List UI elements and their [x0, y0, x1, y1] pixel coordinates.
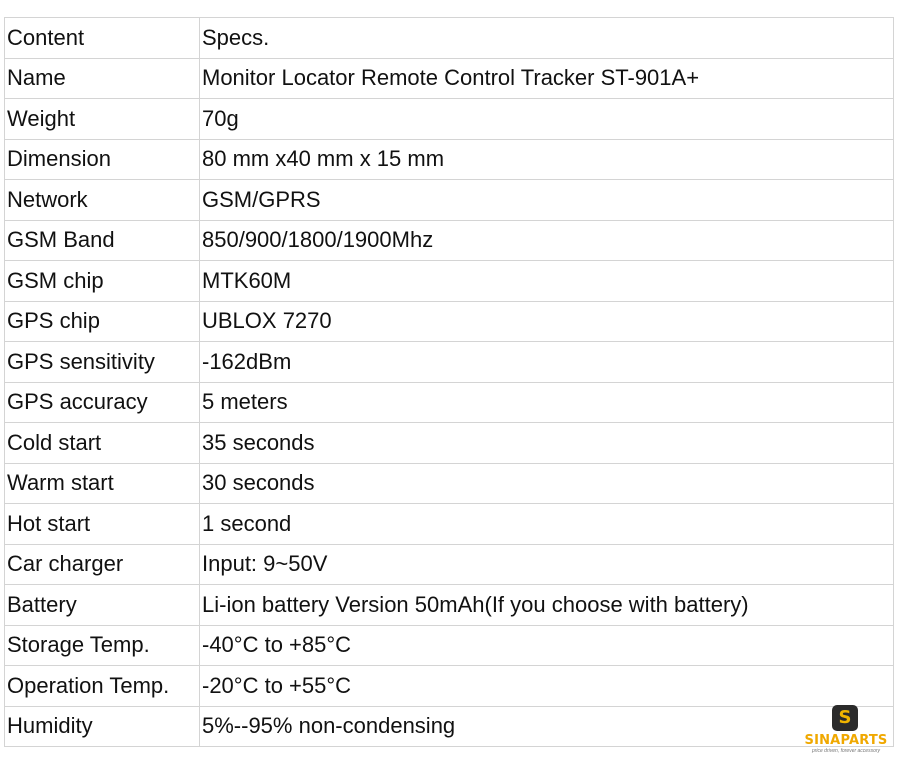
spec-value: UBLOX 7270 — [200, 301, 894, 342]
spec-key: GSM chip — [5, 261, 200, 302]
table-row — [5, 58, 894, 99]
table-row — [5, 544, 894, 585]
spec-value: 35 seconds — [200, 423, 894, 464]
spec-key: GPS sensitivity — [5, 342, 200, 383]
table-row — [5, 342, 894, 383]
table-row — [5, 220, 894, 261]
spec-value: 70g — [200, 99, 894, 140]
spec-key: GSM Band — [5, 220, 200, 261]
spec-key: Name — [5, 58, 200, 99]
table-row — [5, 625, 894, 666]
table-row — [5, 666, 894, 707]
spec-value: 80 mm x40 mm x 15 mm — [200, 139, 894, 180]
table-row — [5, 261, 894, 302]
spec-key: Weight — [5, 99, 200, 140]
spec-key: GPS chip — [5, 301, 200, 342]
spec-value: -162dBm — [200, 342, 894, 383]
spec-key: Cold start — [5, 423, 200, 464]
spec-value: 1 second — [200, 504, 894, 545]
table-row — [5, 382, 894, 423]
logo-name: SINAPARTS — [804, 733, 888, 748]
spec-key: Humidity — [5, 706, 200, 747]
spec-value: -20°C to +55°C — [200, 666, 894, 707]
table-row — [5, 301, 894, 342]
spec-key: Warm start — [5, 463, 200, 504]
spec-value: 5%--95% non-condensing — [200, 706, 894, 747]
brand-logo — [800, 702, 892, 754]
spec-key: Storage Temp. — [5, 625, 200, 666]
logo-badge-icon — [832, 705, 858, 731]
spec-value: 5 meters — [200, 382, 894, 423]
spec-value: Li-ion battery Version 50mAh(If you choose with battery) — [200, 585, 894, 626]
spec-value: MTK60M — [200, 261, 894, 302]
spec-key: GPS accuracy — [5, 382, 200, 423]
spec-key: Dimension — [5, 139, 200, 180]
spec-key: Operation Temp. — [5, 666, 200, 707]
table-row — [5, 139, 894, 180]
spec-key: Network — [5, 180, 200, 221]
logo-tagline: price driven, forever accessory — [811, 748, 881, 754]
spec-value: Input: 9~50V — [200, 544, 894, 585]
table-row — [5, 504, 894, 545]
table-row — [5, 99, 894, 140]
spec-value: 30 seconds — [200, 463, 894, 504]
spec-key: Battery — [5, 585, 200, 626]
table-row — [5, 423, 894, 464]
table-row — [5, 180, 894, 221]
spec-value: 850/900/1800/1900Mhz — [200, 220, 894, 261]
spec-key: Hot start — [5, 504, 200, 545]
spec-key: Content — [5, 18, 200, 59]
table-row — [5, 18, 894, 59]
table-row — [5, 585, 894, 626]
spec-key: Car charger — [5, 544, 200, 585]
spec-value: Specs. — [200, 18, 894, 59]
table-row — [5, 463, 894, 504]
table-row — [5, 706, 894, 747]
spec-value: -40°C to +85°C — [200, 625, 894, 666]
spec-value: GSM/GPRS — [200, 180, 894, 221]
spec-value: Monitor Locator Remote Control Tracker ST-901A+ — [200, 58, 894, 99]
spec-table — [4, 17, 894, 747]
logo-badge-letter: S — [838, 707, 852, 728]
